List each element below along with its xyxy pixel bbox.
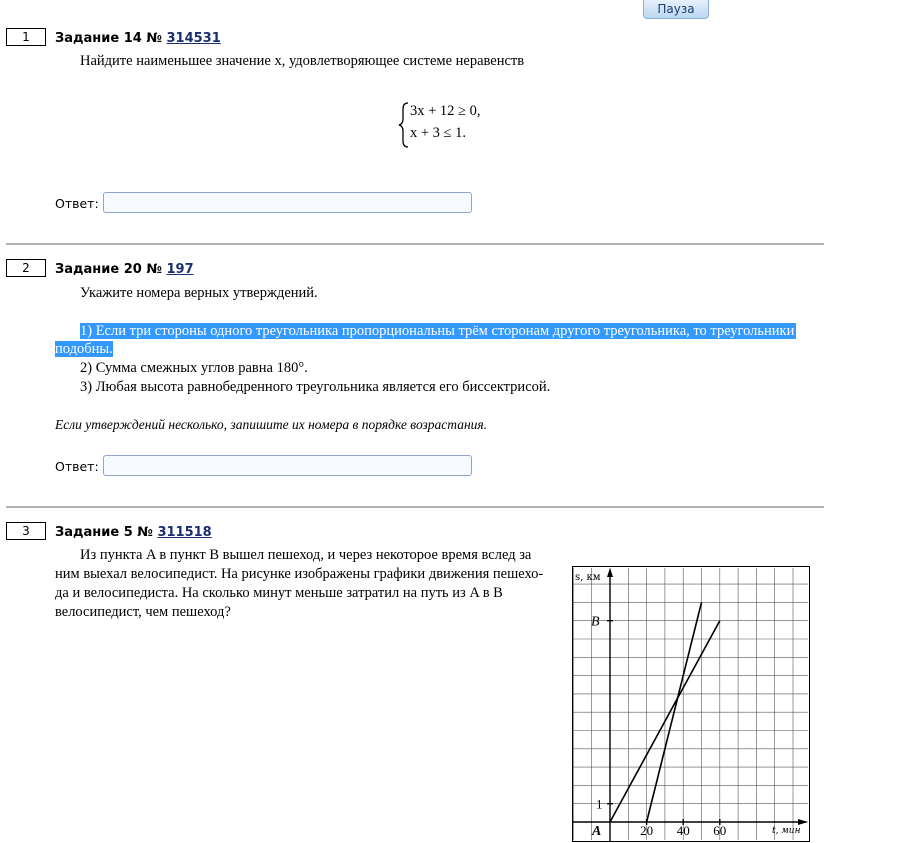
question-line: Из пункта A в пункт B вышел пешеход, и через некоторое время вслед за [80, 547, 532, 563]
task-title [55, 31, 221, 46]
divider [6, 243, 824, 245]
statement-3: 3) Любая высота равнобедренного треугольника является его биссектрисой. [80, 379, 551, 395]
task-title-prefix: Задание 14 № [55, 31, 167, 46]
motion-chart [558, 566, 810, 843]
task-id-link[interactable]: 197 [166, 262, 194, 277]
pause-button[interactable]: Пауза [643, 0, 709, 19]
inequality-line-2: x + 3 ≤ 1. [410, 125, 467, 141]
y-unit-label: 1 [596, 796, 603, 812]
task-number-box: 3 [6, 522, 46, 540]
chart-axes [573, 568, 808, 841]
statement-1-line-2: подобны. [55, 341, 113, 357]
x-tick-label: 20 [640, 823, 654, 838]
x-tick-label: 40 [676, 823, 690, 838]
inequality-line-1: 3x + 12 ≥ 0, [410, 103, 481, 119]
x-axis-label: t, мин [772, 826, 801, 836]
task-number-box: 1 [6, 28, 46, 46]
brace-icon [398, 101, 410, 149]
answer-input-1[interactable] [103, 192, 472, 213]
inequality-system [398, 101, 498, 149]
question-line: велосипедист, чем пешеход? [55, 604, 231, 620]
task-title-prefix: Задание 5 № [55, 525, 158, 540]
task-question [55, 546, 558, 622]
answer-input-2[interactable] [103, 455, 472, 476]
chart-grid [573, 568, 808, 840]
statement-1-line-1: 1) Если три стороны одного треугольника пропорциональны трём сторонам другого треугольника, то треугольники [80, 323, 795, 339]
x-axis-arrow [798, 819, 808, 825]
task-id-link[interactable]: 314531 [166, 31, 221, 46]
task-title-prefix: Задание 20 № [55, 262, 167, 277]
chart-frame [573, 567, 810, 842]
task-id-link[interactable]: 311518 [157, 525, 212, 540]
statement-1 [55, 322, 828, 358]
task-title [55, 262, 194, 277]
y-axis-label: s, км [575, 572, 601, 583]
y-axis-arrow [607, 568, 613, 577]
point-b-label: B [591, 614, 600, 630]
answer-label: Ответ: [55, 196, 99, 211]
task-number-box: 2 [6, 259, 46, 277]
task-title [55, 525, 212, 540]
origin-label: A [592, 824, 602, 839]
answer-label: Ответ: [55, 459, 99, 474]
task-question: Найдите наименьшее значение x, удовлетворяющее системе неравенств [80, 53, 525, 69]
x-tick-label: 60 [713, 823, 727, 838]
divider [6, 506, 824, 508]
statement-2: 2) Сумма смежных углов равна 180°. [80, 360, 308, 376]
answer-note: Если утверждений несколько, запишите их номера в порядке возрастания. [55, 417, 488, 432]
question-line: ним выехал велосипедист. На рисунке изображены графики движения пешехо- [55, 566, 544, 582]
question-line: да и велосипедиста. На сколько минут меньше затратил на путь из A в B [55, 585, 503, 601]
task-question: Укажите номера верных утверждений. [80, 285, 318, 301]
